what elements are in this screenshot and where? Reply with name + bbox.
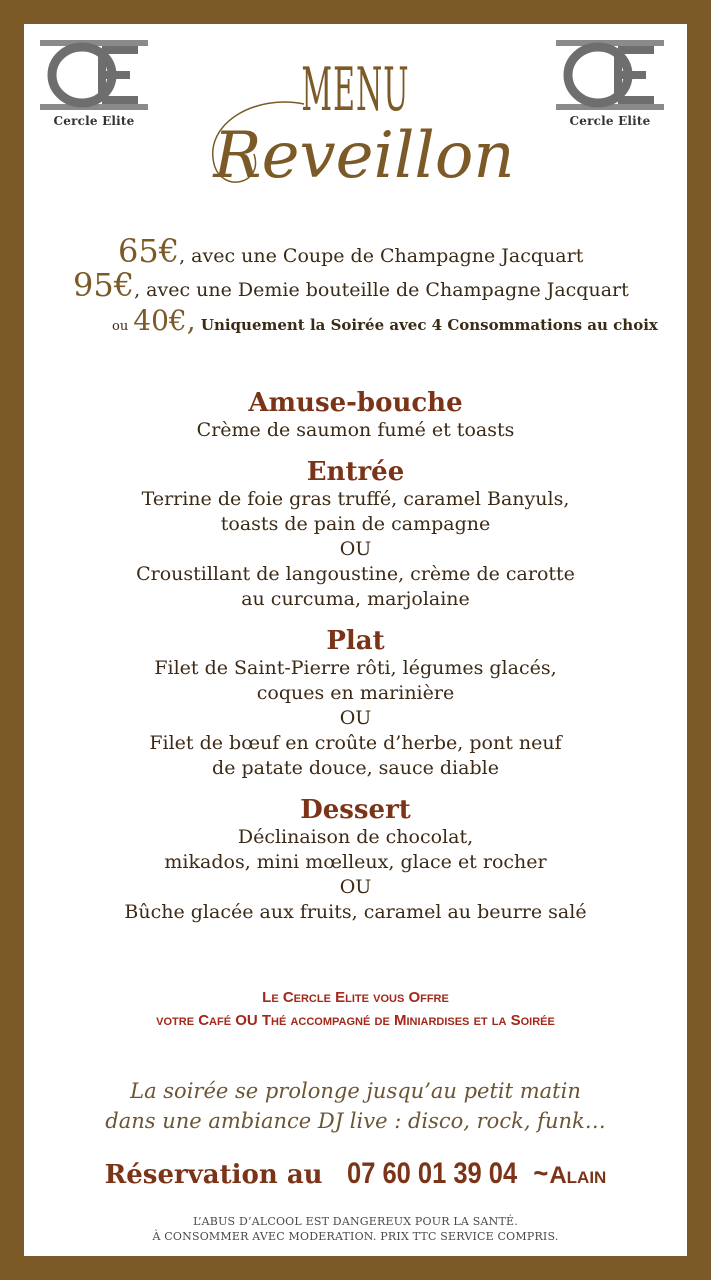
ce-monogram-icon [38,38,150,118]
offer-line: Le Cercle Elite vous Offre [262,989,449,1006]
price-description: , avec une Coupe de Champagne Jacquart [179,245,584,267]
cercle-elite-logo-right [554,38,666,134]
soiree-line: La soirée se prolonge jusqu’au petit matin [130,1079,581,1103]
price-amount: 65€ [118,232,180,270]
reservation-phone: 07 60 01 39 04 [346,1157,517,1190]
dish-line: Filet de bœuf en croûte d’herbe, pont neuf [149,732,562,754]
price-prefix: ou [112,319,129,334]
section-title: Plat [326,626,385,656]
logo-text-left: Cercle Elite [53,114,135,128]
reservation-label: Réservation au [104,1160,332,1190]
price-row [73,266,629,304]
reservation-line [24,1157,687,1191]
disclaimer-line: À CONSOMMER AVEC MODERATION. PRIX TTC SERVICE COMPRIS. [152,1230,559,1243]
disclaimer-line: L’ABUS D’ALCOOL EST DANGEREUX POUR LA SANTÉ. [193,1215,518,1228]
dish-line: mikados, mini mœlleux, glace et rocher [164,851,547,873]
menu-sections [24,388,687,939]
or-separator: OU [339,538,372,560]
dish-line: Crème de saumon fumé et toasts [196,419,515,441]
ce-monogram-icon [554,38,666,118]
dish-line: Bûche glacée aux fruits, caramel au beurre salé [124,901,587,923]
alcohol-disclaimer [24,1214,687,1244]
dish-line: Filet de Saint-Pierre rôti, légumes glacés, [154,657,557,679]
price-row [112,304,658,337]
offer-line: votre Café OU Thé accompagné de Miniardises et la Soirée [156,1012,555,1029]
section-plat [24,626,687,781]
logo-text-right: Cercle Elite [569,114,651,128]
dish-line: de patate douce, sauce diable [212,757,499,779]
soiree-note [24,1076,687,1136]
price-description: Uniquement la Soirée avec 4 Consommations au choix [195,316,658,334]
cercle-elite-logo-left [38,38,150,134]
soiree-line: dans une ambiance DJ live : disco, rock, funk… [105,1109,606,1133]
section-dessert [24,795,687,925]
section-title: Dessert [300,795,411,825]
section-title: Entrée [306,457,405,487]
section-amuse-bouche [24,388,687,443]
title-reveillon: Reveillon [213,119,515,193]
price-amount: 40€, [133,304,196,337]
title-menu: MENU [301,55,410,125]
or-separator: OU [339,707,372,729]
offer-notice [24,986,687,1032]
price-description: , avec une Demie bouteille de Champagne Jacquart [134,279,629,301]
dish-line: coques en marinière [256,682,455,704]
dish-line: Déclinaison de chocolat, [237,826,474,848]
dish-line: au curcuma, marjolaine [241,588,470,610]
reservation-contact-name: Alain [549,1162,607,1189]
or-separator: OU [339,876,372,898]
section-title: Amuse-bouche [248,388,463,418]
dish-line: toasts de pain de campagne [220,513,491,535]
reservation-separator: ~ [533,1157,549,1190]
menu-card [24,24,687,1256]
dish-line: Croustillant de langoustine, crème de carotte [136,563,575,585]
dish-line: Terrine de foie gras truffé, caramel Banyuls, [141,488,570,510]
section-entree [24,457,687,612]
price-row [118,232,583,270]
price-amount: 95€ [73,266,135,304]
